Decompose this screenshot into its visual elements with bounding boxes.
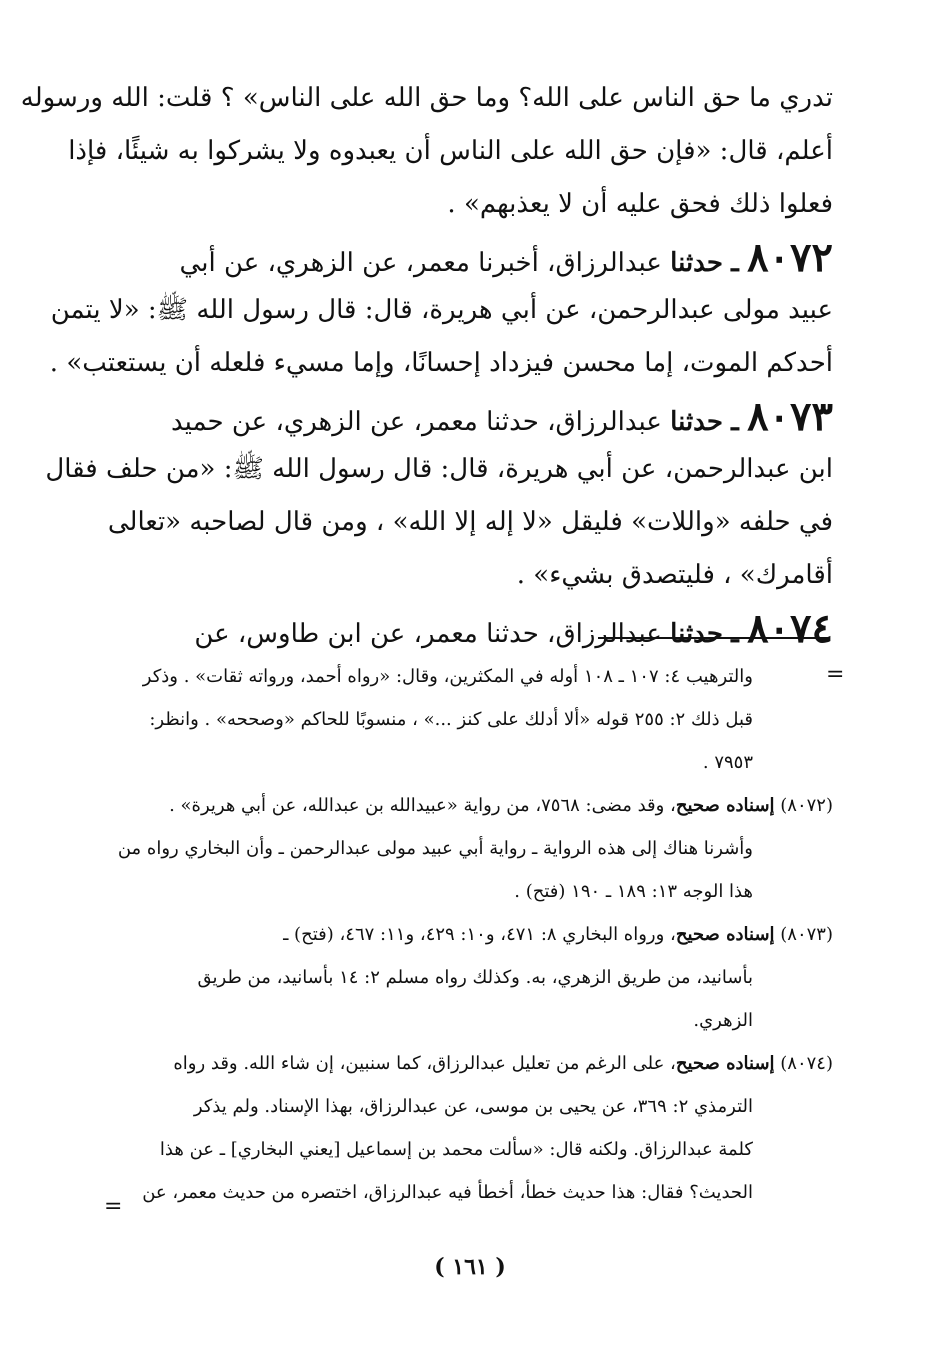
footnote-label: إسناده صحيح: [675, 924, 775, 945]
hadith-first-line: عبدالرزاق، حدثنا معمر، عن الزهري، عن حميد: [171, 407, 662, 437]
hadith-8074-heading: [128, 602, 833, 655]
hadith-number: ٨٠٧٣: [747, 393, 833, 440]
footnote-line: هذا الوجه ١٣: ١٨٩ ـ ١٩٠ (فتح) .: [514, 881, 753, 902]
continuation-marker-end: =: [104, 1194, 123, 1219]
footnote-line: بأسانيد، من طريق الزهري، به. وكذلك رواه مسلم ٢: ١٤ بأسانيد، من طريق: [197, 967, 753, 988]
footnote-8074: [128, 1042, 833, 1085]
footnote-label: إسناده صحيح: [675, 1053, 775, 1074]
hadith-number: ٨٠٧٤: [747, 605, 833, 652]
text-line: أعلم، قال: «فإن حق الله على الناس أن يعبدوه ولا يشركوا به شيئًا، فإذا: [68, 136, 833, 166]
hadith-dash: ـ: [731, 248, 739, 278]
main-text: [20, 72, 833, 655]
footnote-line: الترمذي ٢: ٣٦٩، عن يحيى بن موسى، عن عبدالرزاق، بهذا الإسناد. ولم يذكر: [193, 1096, 753, 1117]
footnote-line: الحديث؟ فقال: هذا حديث خطأ، أخطأ فيه عبدالرزاق، اختصره من حديث معمر، عن: [142, 1182, 753, 1203]
hadith-8073-heading: [128, 390, 833, 443]
continuation-marker: =: [826, 662, 845, 687]
text-line: عبيد مولى عبدالرحمن، عن أبي هريرة، قال: قال رسول الله ﷺ: «لا يتمن: [50, 295, 833, 325]
footnote-line: ٧٩٥٣ .: [702, 752, 753, 773]
text-line: ابن عبدالرحمن، عن أبي هريرة، قال: قال رسول الله ﷺ: «من حلف فقال: [45, 454, 833, 484]
text-line: أقامرك» ، فليتصدق بشيء» .: [516, 560, 833, 590]
footnote-line: والترهيب ٤: ١٠٧ ـ ١٠٨ أوله في المكثرين، وقال: «رواه أحمد، ورواته ثقات» . وذكر: [142, 666, 753, 687]
footnote-line: الزهري.: [693, 1010, 753, 1031]
text-line: أحدكم الموت، إما محسن فيزداد إحسانًا، وإما مسيء فلعله أن يستعتب» .: [49, 348, 833, 378]
footnote-line: قبل ذلك ٢: ٢٥٥ قوله «ألا أدلك على كنز ...» ، منسوبًا للحاكم «وصححه» . وانظر:: [149, 709, 753, 730]
footnotes: [117, 655, 833, 1214]
footnote-first-line: ، وقد مضى: ٧٥٦٨، من رواية «عبيدالله بن عبدالله، عن أبي هريرة» .: [169, 795, 676, 816]
footnote-first-line: ، ورواه البخاري ٨: ٤٧١، و١٠: ٤٢٩، و١١: ٤٦٧، (فتح) ـ: [283, 924, 676, 945]
hadith-first-line: عبدالرزاق، أخبرنا معمر، عن الزهري، عن أبي: [179, 248, 662, 278]
footnote-ref: (٨٠٧٢): [780, 795, 833, 816]
page-number: ( ١٦١ ): [434, 1254, 506, 1280]
text-line: فعلوا ذلك فحق عليه أن لا يعذبهم» .: [447, 189, 833, 219]
hadith-dash: ـ: [731, 407, 739, 437]
text-line: تدري ما حق الناس على الله؟ وما حق الله على الناس» ؟ قلت: الله ورسوله: [20, 83, 833, 113]
footnote-first-line: ، على الرغم من تعليل عبدالرزاق، كما سنبين، إن شاء الله. وقد رواه: [173, 1053, 676, 1074]
footnote-ref: (٨٠٧٣): [780, 924, 833, 945]
hadith-label: حدثنا: [670, 248, 723, 278]
hadith-number: ٨٠٧٢: [747, 234, 833, 281]
hadith-label: حدثنا: [670, 619, 723, 649]
hadith-label: حدثنا: [670, 407, 723, 437]
footnote-line: كلمة عبدالرزاق. ولكنه قال: «سألت محمد بن إسماعيل [يعني البخاري] ـ عن هذا: [159, 1139, 753, 1160]
hadith-dash: ـ: [731, 619, 739, 649]
footnote-separator: [598, 637, 828, 639]
footnote-8072: [128, 784, 833, 827]
footnote-label: إسناده صحيح: [675, 795, 775, 816]
footnote-line: وأشرنا هناك إلى هذه الرواية ـ رواية أبي عبيد مولى عبدالرحمن ـ وأن البخاري رواه من: [117, 838, 753, 859]
footnote-8073: [128, 913, 833, 956]
text-line: في حلفه «واللات» فليقل «لا إله إلا الله» ، ومن قال لصاحبه «تعالى: [107, 507, 833, 537]
footnote-ref: (٨٠٧٤): [780, 1053, 833, 1074]
hadith-first-line: عبدالرزاق، حدثنا معمر، عن ابن طاوس، عن: [194, 619, 662, 649]
hadith-8072-heading: [128, 231, 833, 284]
